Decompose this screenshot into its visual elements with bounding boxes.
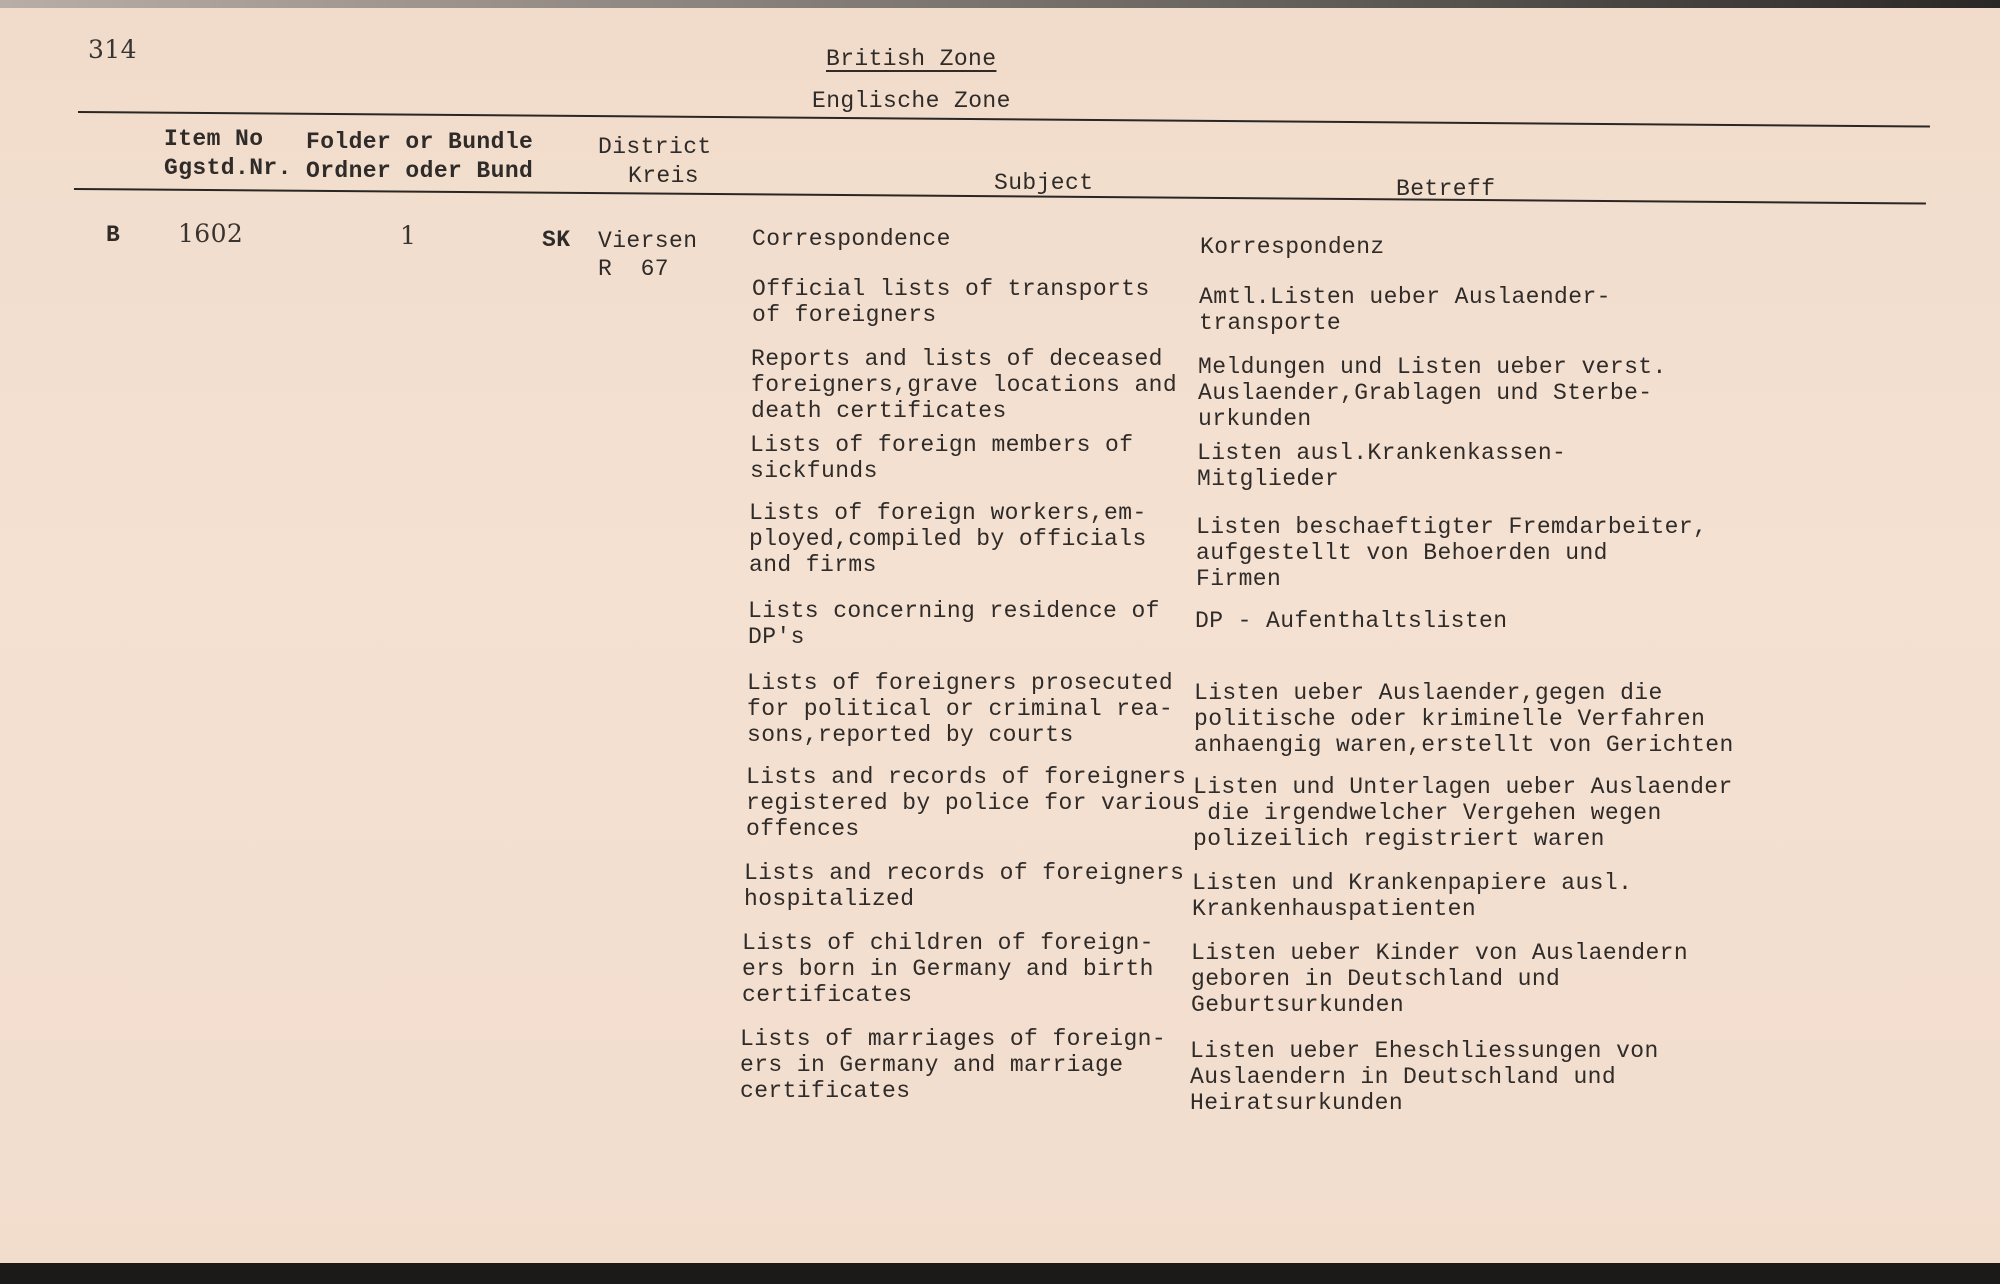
- betreff-line: Korrespondenz: [1200, 234, 1385, 260]
- subject-cell: [750, 432, 1133, 484]
- betreff-cell: [1199, 284, 1611, 336]
- betreff-line: Listen und Unterlagen ueber Auslaender: [1193, 774, 1733, 800]
- betreff-cell: [1198, 354, 1667, 432]
- betreff-line: anhaengig waren,erstellt von Gerichten: [1194, 732, 1734, 758]
- page-number: 314: [88, 35, 137, 64]
- subject-line: ployed,compiled by officials: [749, 526, 1147, 552]
- subject-cell: [744, 860, 1184, 912]
- betreff-line: Firmen: [1196, 566, 1282, 592]
- subject-line: Lists of children of foreign-: [742, 930, 1154, 956]
- subject-cell: [746, 764, 1200, 842]
- subject-line: Lists of foreign workers,em-: [749, 500, 1147, 526]
- betreff-cell: [1195, 608, 1507, 634]
- entry-district-name: Viersen: [598, 228, 698, 254]
- betreff-line: polizeilich registriert waren: [1193, 826, 1605, 852]
- entry-letter: B: [106, 222, 121, 248]
- betreff-cell: [1193, 774, 1733, 852]
- betreff-line: Krankenhauspatienten: [1192, 896, 1477, 922]
- betreff-line: Auslaendern in Deutschland und: [1190, 1064, 1617, 1090]
- betreff-line: politische oder kriminelle Verfahren: [1194, 706, 1706, 732]
- betreff-line: Amtl.Listen ueber Auslaender-: [1199, 284, 1611, 310]
- subject-line: ers born in Germany and birth: [742, 956, 1154, 982]
- betreff-cell: [1200, 234, 1385, 260]
- betreff-line: aufgestellt von Behoerden und: [1196, 540, 1608, 566]
- subject-cell: [748, 598, 1160, 650]
- betreff-line: geboren in Deutschland und: [1191, 966, 1561, 992]
- subject-line: sickfunds: [750, 458, 878, 484]
- header-folder-de: Ordner oder Bund: [306, 158, 534, 184]
- subject-line: offences: [746, 816, 860, 842]
- subject-line: DP's: [748, 624, 805, 650]
- betreff-line: Listen ueber Auslaender,gegen die: [1194, 680, 1663, 706]
- subject-line: and firms: [749, 552, 877, 578]
- betreff-cell: [1190, 1038, 1659, 1116]
- subject-line: foreigners,grave locations and: [751, 372, 1178, 398]
- entry-district-code: R 67: [598, 256, 670, 282]
- subject-line: certificates: [742, 982, 913, 1008]
- betreff-line: Listen und Krankenpapiere ausl.: [1192, 870, 1633, 896]
- betreff-cell: [1192, 870, 1632, 922]
- betreff-line: Heiratsurkunden: [1190, 1090, 1404, 1116]
- betreff-line: Geburtsurkunden: [1191, 992, 1405, 1018]
- betreff-cell: [1197, 440, 1566, 492]
- subject-cell: [751, 346, 1177, 424]
- subject-cell: [752, 226, 951, 252]
- subject-line: Lists of foreign members of: [750, 432, 1134, 458]
- subject-line: for political or criminal rea-: [747, 696, 1174, 722]
- subject-line: ers in Germany and marriage: [740, 1052, 1124, 1078]
- page-subtitle: Englische Zone: [812, 88, 1011, 114]
- subject-line: Official lists of transports: [752, 276, 1150, 302]
- subject-line: Reports and lists of deceased: [751, 346, 1163, 372]
- betreff-cell: [1196, 514, 1707, 592]
- subject-line: Lists concerning residence of: [748, 598, 1160, 624]
- header-betreff: Betreff: [1396, 176, 1496, 202]
- betreff-line: Auslaender,Grablagen und Sterbe-: [1198, 380, 1653, 406]
- subject-line: Lists of foreigners prosecuted: [747, 670, 1174, 696]
- subject-line: death certificates: [751, 398, 1007, 424]
- betreff-line: Listen ueber Kinder von Auslaendern: [1191, 940, 1689, 966]
- subject-line: Correspondence: [752, 226, 951, 252]
- header-item-no-en: Item No: [164, 126, 264, 152]
- subject-line: hospitalized: [744, 886, 915, 912]
- page-title: British Zone: [826, 46, 997, 72]
- betreff-line: Listen ueber Eheschliessungen von: [1190, 1038, 1659, 1064]
- header-item-no-de: Ggstd.Nr.: [164, 155, 292, 181]
- betreff-line: die irgendwelcher Vergehen wegen: [1193, 800, 1662, 826]
- entry-district-prefix: SK: [542, 227, 571, 253]
- betreff-cell: [1194, 680, 1734, 758]
- betreff-line: Listen ausl.Krankenkassen-: [1197, 440, 1567, 466]
- subject-line: registered by police for various: [746, 790, 1201, 816]
- entry-folder: 1: [400, 221, 417, 250]
- subject-line: sons,reported by courts: [747, 722, 1074, 748]
- subject-line: certificates: [740, 1078, 911, 1104]
- scan-bottom-edge: [0, 1263, 2000, 1284]
- betreff-line: DP - Aufenthaltslisten: [1195, 608, 1508, 634]
- subject-line: Lists and records of foreigners: [746, 764, 1187, 790]
- subject-cell: [742, 930, 1154, 1008]
- betreff-line: Mitglieder: [1197, 466, 1340, 492]
- entry-item-no: 1602: [178, 219, 244, 248]
- betreff-line: Meldungen und Listen ueber verst.: [1198, 354, 1667, 380]
- subject-cell: [747, 670, 1173, 748]
- betreff-cell: [1191, 940, 1688, 1018]
- subject-cell: [740, 1026, 1166, 1104]
- subject-cell: [749, 500, 1147, 578]
- header-district-de: Kreis: [628, 163, 700, 189]
- document-page: [0, 8, 2000, 1263]
- header-district-en: District: [598, 134, 712, 160]
- betreff-line: Listen beschaeftigter Fremdarbeiter,: [1196, 514, 1708, 540]
- header-folder-en: Folder or Bundle: [306, 129, 534, 155]
- subject-line: Lists and records of foreigners: [744, 860, 1185, 886]
- subject-cell: [752, 276, 1150, 328]
- scan-top-edge: [0, 0, 2000, 8]
- header-subject: Subject: [994, 170, 1094, 196]
- betreff-line: urkunden: [1198, 406, 1312, 432]
- subject-line: Lists of marriages of foreign-: [740, 1026, 1167, 1052]
- betreff-line: transporte: [1199, 310, 1342, 336]
- subject-line: of foreigners: [752, 302, 937, 328]
